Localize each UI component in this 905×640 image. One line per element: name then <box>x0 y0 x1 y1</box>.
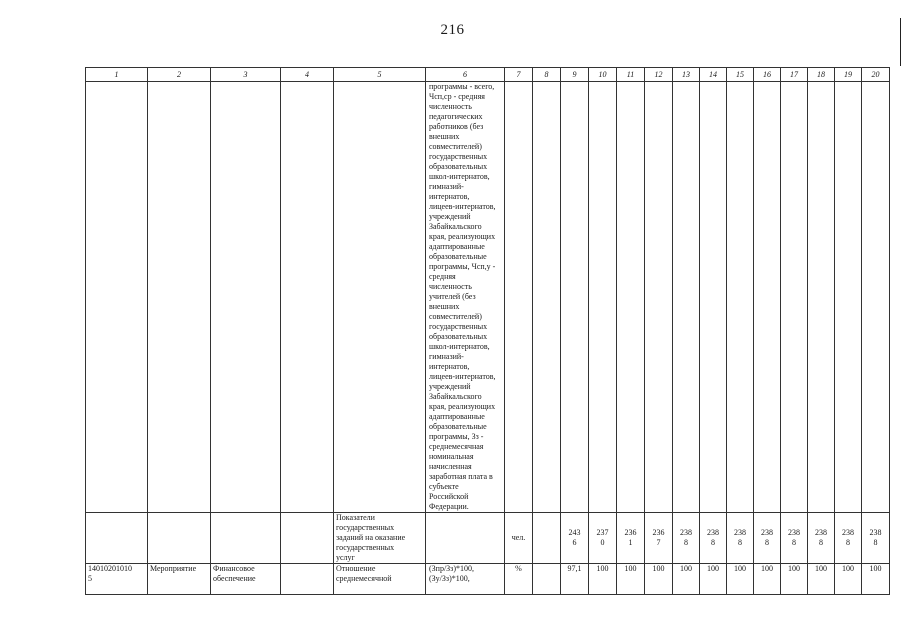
unit-cell: % <box>505 564 533 595</box>
formula-line: образовательных <box>429 162 488 171</box>
header-cell: 14 <box>700 68 727 82</box>
value-line: 8 <box>846 538 850 547</box>
value-line: 238 <box>869 528 882 537</box>
formula-line: школ-интернатов, <box>429 342 490 351</box>
value-line: 238 <box>842 528 854 537</box>
value-line: 238 <box>680 528 692 537</box>
value-line: 8 <box>684 538 688 547</box>
header-cell: 12 <box>645 68 673 82</box>
formula-line: внешних <box>429 302 460 311</box>
header-cell: 3 <box>211 68 281 82</box>
value-cell: 100 <box>754 564 781 595</box>
table-cell <box>835 82 862 513</box>
value-cell: 97,1 <box>561 564 589 595</box>
value-cell <box>808 513 835 564</box>
value-cell: 100 <box>781 564 808 595</box>
value-line: 236 <box>624 528 637 537</box>
value-line: 8 <box>765 538 769 547</box>
header-cell: 13 <box>673 68 700 82</box>
value-line: 8 <box>711 538 715 547</box>
table-cell <box>86 513 148 564</box>
value-cell <box>727 513 754 564</box>
page-number: 216 <box>440 22 465 38</box>
value-line: 238 <box>815 528 827 537</box>
header-cell: 4 <box>281 68 334 82</box>
header-cell: 5 <box>334 68 426 82</box>
indicator-description-cell <box>334 513 426 564</box>
value-cell <box>561 513 589 564</box>
formula-line: государственных <box>429 152 488 161</box>
value-cell: 100 <box>700 564 727 595</box>
measure-type-cell: Мероприятие <box>148 564 211 595</box>
header-cell: 10 <box>589 68 617 82</box>
formula-line: школ-интернатов, <box>429 172 490 181</box>
value-line: 238 <box>761 528 773 537</box>
table-cell <box>645 82 673 513</box>
formula-line: заработная плата в <box>429 472 493 481</box>
table-cell <box>533 564 561 595</box>
table-cell <box>211 82 281 513</box>
formula-line: совместителей) <box>429 312 482 321</box>
formula-line: совместителей) <box>429 142 482 151</box>
formula-line: (Зпр/Зз)*100, <box>429 564 475 573</box>
table-cell <box>808 82 835 513</box>
header-cell: 16 <box>754 68 781 82</box>
table-cell <box>86 82 148 513</box>
formula-description-cell <box>426 82 505 513</box>
value-cell <box>700 513 727 564</box>
formula-line: учреждений <box>429 382 471 391</box>
formula-line: внешних <box>429 132 460 141</box>
table-cell <box>334 82 426 513</box>
formula-line: Забайкальского <box>429 392 482 401</box>
value-line: 243 <box>568 528 581 537</box>
formula-line: края, реализующих <box>429 402 496 411</box>
table-cell <box>754 82 781 513</box>
value-line: 238 <box>788 528 800 537</box>
header-cell: 11 <box>617 68 645 82</box>
column-number-row <box>86 68 890 82</box>
value-cell <box>781 513 808 564</box>
formula-line: адаптированные <box>429 412 485 421</box>
code-line: 5 <box>88 574 92 583</box>
formula-line: Забайкальского <box>429 222 482 231</box>
measure-source-cell <box>211 564 281 595</box>
page-edge-mark <box>900 18 901 66</box>
formula-line: гимназий- <box>429 182 464 191</box>
header-cell: 18 <box>808 68 835 82</box>
table-cell <box>533 513 561 564</box>
description-line: заданий на оказание <box>336 533 406 542</box>
formula-line: Российской <box>429 492 469 501</box>
header-cell: 1 <box>86 68 148 82</box>
formula-line: средняя <box>429 272 456 281</box>
table-row <box>86 564 890 595</box>
header-cell: 7 <box>505 68 533 82</box>
header-cell: 19 <box>835 68 862 82</box>
code-line: 14010201010 <box>88 564 132 573</box>
description-line: Показатели <box>336 513 375 522</box>
value-cell: 100 <box>617 564 645 595</box>
formula-line: среднемесячная <box>429 442 484 451</box>
value-cell <box>645 513 673 564</box>
source-line: Финансовое <box>213 564 255 573</box>
value-cell <box>589 513 617 564</box>
table-cell <box>700 82 727 513</box>
header-cell: 2 <box>148 68 211 82</box>
formula-line: программы - всего, <box>429 82 495 91</box>
formula-line: лицеев-интернатов, <box>429 202 496 211</box>
description-line: государственных <box>336 543 395 552</box>
formula-line: гимназий- <box>429 352 464 361</box>
formula-line: интернатов, <box>429 362 470 371</box>
formula-line: Федерации. <box>429 502 469 511</box>
formula-line: учреждений <box>429 212 471 221</box>
table-cell <box>561 82 589 513</box>
formula-line: работников (без <box>429 122 484 131</box>
value-cell: 100 <box>808 564 835 595</box>
formula-line: государственных <box>429 322 488 331</box>
measure-code-cell <box>86 564 148 595</box>
description-line: среднемесячной <box>336 574 392 583</box>
formula-line: интернатов, <box>429 192 470 201</box>
formula-line: образовательных <box>429 332 488 341</box>
description-line: услуг <box>336 553 355 562</box>
header-cell: 17 <box>781 68 808 82</box>
formula-line: численность <box>429 102 472 111</box>
table-cell <box>281 564 334 595</box>
table-cell <box>727 82 754 513</box>
value-cell: 100 <box>727 564 754 595</box>
header-cell: 9 <box>561 68 589 82</box>
value-cell <box>835 513 862 564</box>
table-cell <box>505 82 533 513</box>
formula-line: лицеев-интернатов, <box>429 372 496 381</box>
formula-line: номинальная <box>429 452 474 461</box>
value-line: 8 <box>792 538 796 547</box>
source-line: обеспечение <box>213 574 256 583</box>
table-cell <box>589 82 617 513</box>
table-cell <box>211 513 281 564</box>
table-cell <box>148 513 211 564</box>
table-row <box>86 513 890 564</box>
formula-line: учителей (без <box>429 292 476 301</box>
value-cell: 100 <box>589 564 617 595</box>
table-cell <box>862 82 890 513</box>
formula-line: образовательные <box>429 422 487 431</box>
description-line: государственных <box>336 523 395 532</box>
value-cell <box>862 513 890 564</box>
formula-line: (Зу/Зз)*100, <box>429 574 470 583</box>
measure-description-cell <box>334 564 426 595</box>
value-line: 238 <box>734 528 746 537</box>
value-cell: 100 <box>673 564 700 595</box>
value-line: 238 <box>707 528 719 537</box>
value-line: 237 <box>596 528 609 537</box>
table-cell <box>281 513 334 564</box>
value-line: 8 <box>738 538 742 547</box>
formula-line: начисленная <box>429 462 472 471</box>
table-cell <box>673 82 700 513</box>
indicator-table <box>85 67 890 595</box>
value-line: 7 <box>656 538 661 547</box>
formula-line: программы, Зз - <box>429 432 484 441</box>
value-cell <box>754 513 781 564</box>
table-cell <box>148 82 211 513</box>
table-cell <box>617 82 645 513</box>
measure-formula-cell <box>426 564 505 595</box>
value-cell <box>617 513 645 564</box>
formula-line: образовательные <box>429 252 487 261</box>
header-cell: 8 <box>533 68 561 82</box>
value-cell: 100 <box>862 564 890 595</box>
value-cell: 100 <box>645 564 673 595</box>
value-line: 6 <box>572 538 577 547</box>
value-line: 0 <box>600 538 605 547</box>
formula-line: края, реализующих <box>429 232 496 241</box>
formula-line: численность <box>429 282 472 291</box>
value-line: 1 <box>628 538 633 547</box>
formula-line: программы, Чсп,у - <box>429 262 496 271</box>
description-line: Отношение <box>336 564 376 573</box>
table-cell <box>533 82 561 513</box>
value-line: 8 <box>873 538 878 547</box>
table-cell <box>426 513 505 564</box>
header-cell: 15 <box>727 68 754 82</box>
value-cell: 100 <box>835 564 862 595</box>
header-cell: 6 <box>426 68 505 82</box>
table-row <box>86 82 890 513</box>
table-cell <box>781 82 808 513</box>
value-cell <box>673 513 700 564</box>
unit-cell: чел. <box>505 513 533 564</box>
value-line: 8 <box>819 538 823 547</box>
formula-line: Чсп,ср - средняя <box>429 92 485 101</box>
value-line: 236 <box>652 528 665 537</box>
header-cell: 20 <box>862 68 890 82</box>
formula-line: педагогических <box>429 112 483 121</box>
formula-line: адаптированные <box>429 242 485 251</box>
table-cell <box>281 82 334 513</box>
formula-line: субъекте <box>429 482 459 491</box>
